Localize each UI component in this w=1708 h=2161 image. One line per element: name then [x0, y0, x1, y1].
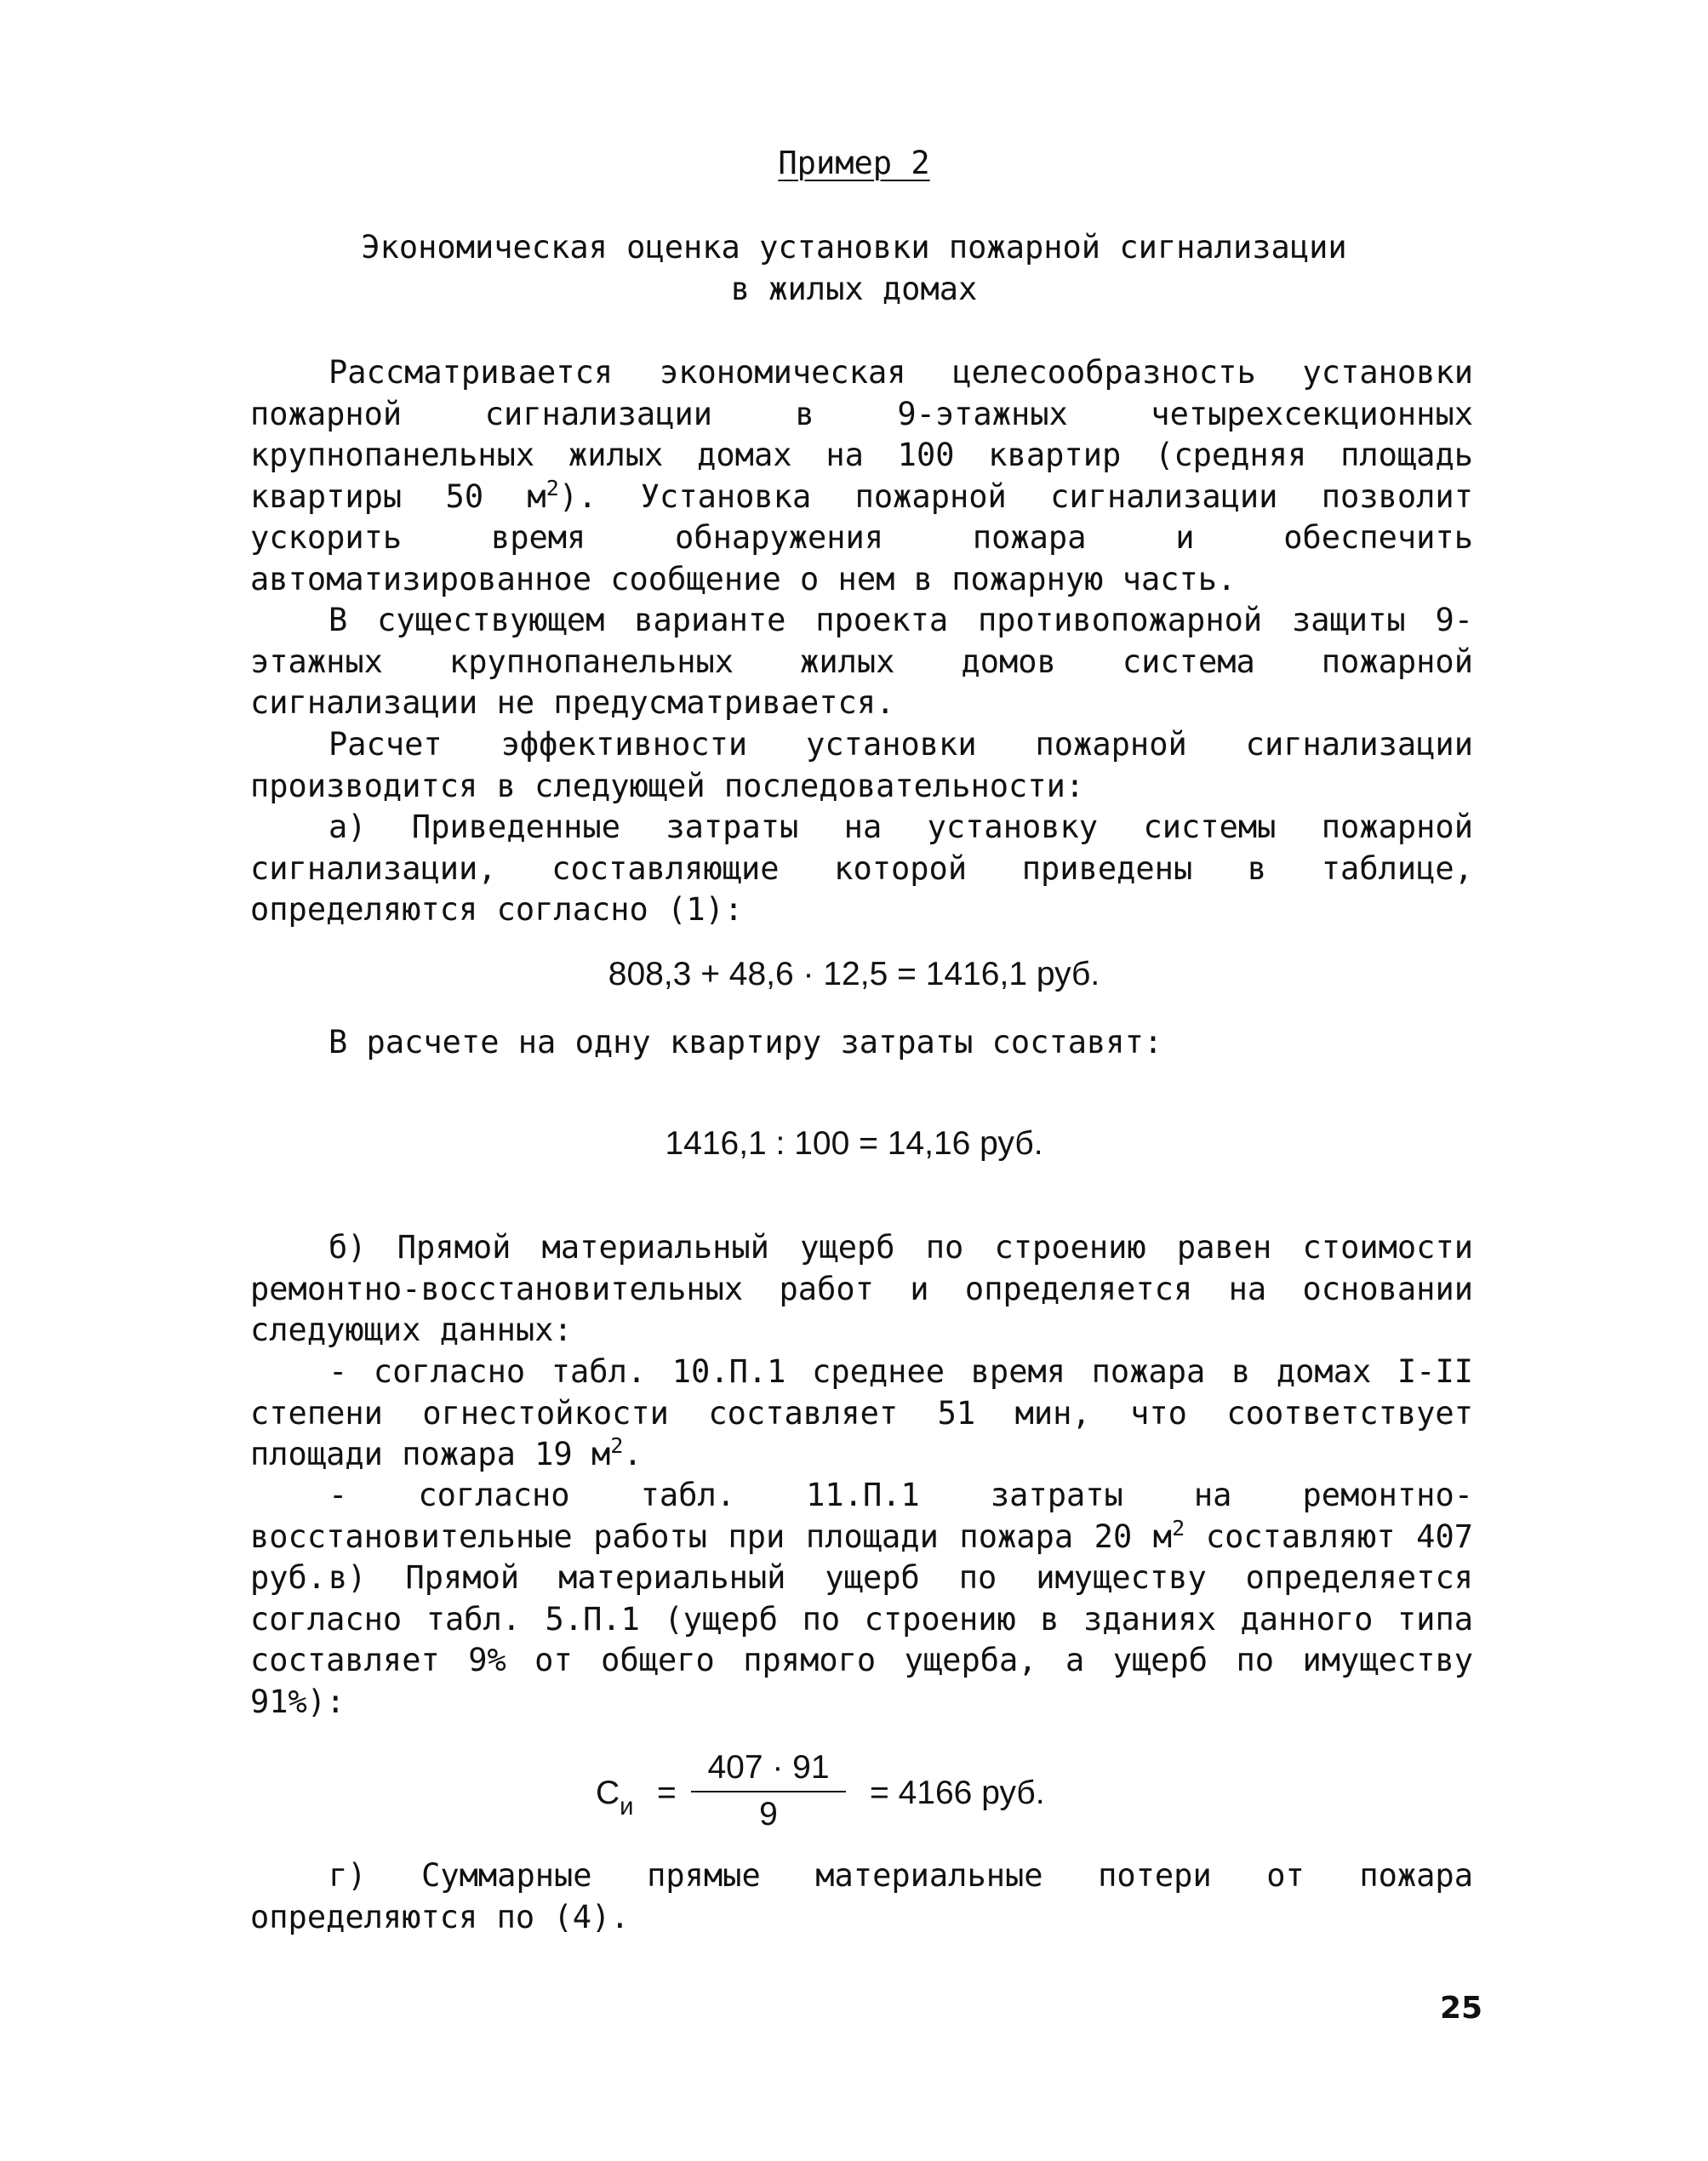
example-title: Пример 2 [778, 145, 930, 181]
paragraph-10: г) Суммарные прямые материальные потери от пожара определяются по (4). [250, 1857, 1473, 1935]
paragraph-9: в) Прямой материальный ущерб по имуществу определяется согласно табл. 5.П.1 (ущерб по строению в зданиях данного типа составляет 9% от общего прямого ущерба, а ущерб по имуществу 91%): [250, 1559, 1473, 1720]
paragraph-1: Рассматривается экономическая целесообразность установки пожарной сигнализации в 9-этажных четырехсекционных крупнопанельных жилых домах на 100 квартир (средняя площадь квартиры 50 $м^2$). Установка пожарной сигнализации позволит ускорить время обнаружения пожара и обеспечить автоматизированное сообщение о нем в пожарную часть. [250, 354, 1473, 597]
formula-per-apartment: 1416,1 : 100 = 14,16 руб. [665, 1125, 1043, 1162]
paragraph-7: - согласно табл. 10.П.1 среднее время пожара в домах I-II степени огнестойкости составляет 51 мин, что соответствует площади пожара 19 $м^2$. [250, 1353, 1473, 1472]
section-title-line1: Экономическая оценка установки пожарной сигнализации [361, 229, 1347, 266]
formula-equals: = [657, 1775, 677, 1811]
fraction-denominator: 9 [759, 1795, 778, 1832]
paragraph-8: - согласно табл. 11.П.1 затраты на ремонтно-восстановительные работы при площади пожара 20 $м^2$ составляют 407 руб. [250, 1477, 1474, 1596]
formula-result: = 4166 руб. [870, 1775, 1045, 1811]
paragraph-5: В расчете на одну квартиру затраты составят: [328, 1024, 1163, 1060]
paragraph-3: Расчет эффективности установки пожарной сигнализации производится в следующей последовательности: [250, 726, 1473, 804]
page-number: 25 [1440, 1991, 1483, 2026]
fraction [691, 1747, 846, 1835]
paragraph-4: а) Приведенные затраты на установку системы пожарной сигнализации, составляющие которой приведены в таблице, определяются согласно (1): [250, 809, 1473, 928]
fraction-numerator: 407 · 91 [691, 1747, 846, 1792]
paragraph-6: б) Прямой материальный ущерб по строению равен стоимости ремонтно-восстановительных работ и определяется на основании следующих данных: [250, 1229, 1473, 1348]
section-title-line2: в жилых домах [730, 271, 978, 307]
formula-total-cost: 808,3 + 48,6 · 12,5 = 1416,1 руб. [608, 956, 1100, 992]
formula-symbol: $С_и$ [596, 1775, 634, 1821]
paragraph-2: В существующем варианте проекта противопожарной защиты 9-этажных крупнопанельных жилых домов система пожарной сигнализации не предусматривается. [250, 602, 1473, 721]
